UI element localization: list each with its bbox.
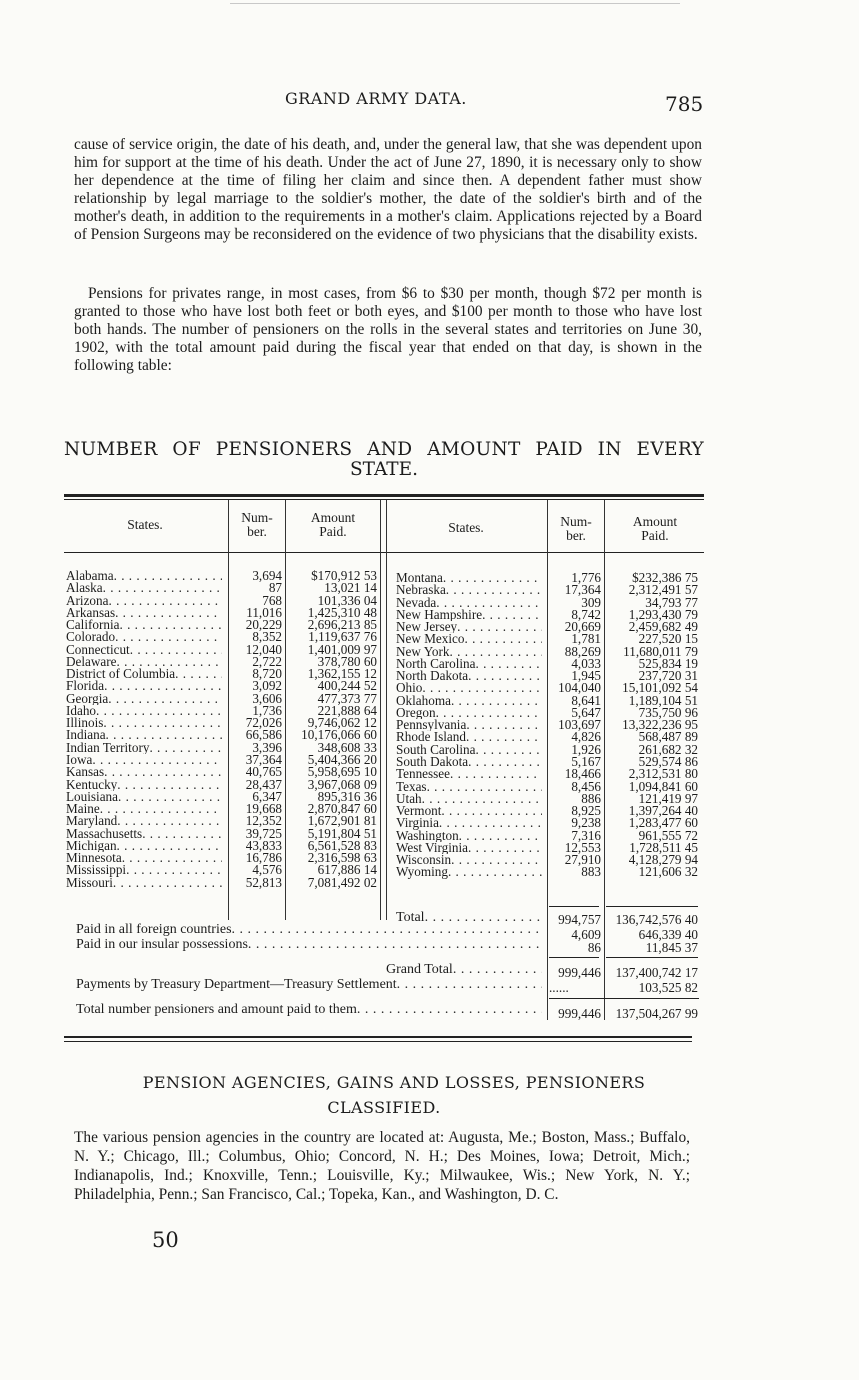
left-amount-cell: 13,021 14 — [324, 582, 377, 595]
total-rule — [606, 906, 698, 907]
right-number-cell: 18,466 — [564, 768, 601, 781]
right-amount-cell: 735,750 96 — [638, 706, 698, 720]
right-number-cell: 103,697 — [558, 719, 601, 732]
right-number-cell: 27,910 — [564, 854, 601, 867]
table-header-rule — [64, 552, 704, 553]
state-name: Wyoming — [396, 866, 448, 879]
right-state-cell — [396, 670, 542, 682]
header-number-l2: ber. — [247, 524, 267, 539]
treasury-amount: 103,525 82 — [638, 980, 698, 995]
left-number-cell: 16,786 — [245, 852, 282, 865]
header-amount-l1: Amount — [310, 510, 356, 525]
left-state-cell — [66, 779, 222, 791]
right-number-cell: 5,167 — [571, 755, 601, 769]
state-name: Minnesota — [66, 852, 122, 865]
left-amount-cell: 895,316 36 — [317, 790, 377, 804]
right-state-cell — [396, 572, 542, 584]
left-state-cell — [66, 668, 222, 680]
state-name: Maine — [66, 803, 100, 816]
right-state-cell — [396, 609, 542, 621]
treasury-number: ...... — [549, 980, 569, 995]
right-number-cell: 12,553 — [564, 841, 601, 855]
header-states-right: States. — [448, 520, 484, 535]
left-state-cell — [66, 680, 222, 692]
left-number-cell: 4,576 — [252, 864, 282, 877]
treasury-row-label: Payments by Treasury Department—Treasury Settlement . . . — [76, 977, 542, 993]
left-state-cell — [66, 828, 222, 840]
left-number-cell: 87 — [268, 582, 282, 595]
right-amount-cell: 1,283,477 60 — [628, 817, 698, 830]
right-amounts-column — [606, 572, 698, 879]
left-number-cell: 12,352 — [245, 815, 282, 828]
left-number-cell: 72,026 — [245, 717, 282, 730]
left-state-cell — [66, 631, 222, 643]
left-state-cell — [66, 705, 222, 717]
left-state-cell — [66, 840, 222, 852]
right-state-cell — [396, 621, 542, 633]
state-name: Maryland — [66, 815, 118, 828]
right-number-cell: 8,641 — [571, 694, 601, 707]
intro-paragraph-2: Pensions for privates range, in most cases, from $6 to $30 per month, though $72 per month is granted to those who have lost both feet or both eyes, and $100 per month to those who have lost both hands. The number of pensioners on the rolls in the several states and territories on June 30, 1902, with the total amount paid during the fiscal year that ended on that day, is shown in the following table: — [74, 285, 702, 374]
left-number-cell: 39,725 — [245, 827, 282, 840]
left-number-cell: 52,813 — [245, 876, 282, 889]
overall-amount: 137,504,267 99 — [615, 1006, 698, 1021]
right-amount-cell: 13,322,236 95 — [622, 719, 698, 732]
state-name: Washington — [396, 829, 459, 842]
state-name: Oklahoma — [396, 694, 451, 707]
right-amount-cell: 121,606 32 — [638, 866, 698, 879]
left-state-cell — [66, 582, 222, 594]
state-name: Delaware — [66, 655, 117, 669]
left-amount-cell: 101,336 04 — [317, 594, 377, 607]
header-amount-left — [287, 511, 379, 539]
right-state-cell — [396, 793, 542, 805]
grand-total-amount: 137,400,742 17 — [615, 965, 698, 980]
right-amount-cell: 11,680,011 79 — [623, 645, 698, 658]
state-name: Wisconsin — [396, 854, 452, 867]
right-amount-cell: 1,728,511 45 — [629, 841, 698, 855]
total-amount: 136,742,576 40 — [615, 912, 698, 927]
header-amount-l1: Amount — [632, 514, 678, 529]
state-name: Vermont — [396, 805, 442, 818]
right-amount-cell: 2,312,531 80 — [628, 768, 698, 781]
left-amount-cell: 1,425,310 48 — [307, 606, 377, 620]
left-amounts-column — [287, 570, 377, 889]
right-state-cell — [396, 817, 542, 829]
left-state-cell — [66, 852, 222, 864]
total-rule — [549, 906, 599, 907]
left-state-cell — [66, 656, 222, 668]
right-amount-cell: 568,487 89 — [638, 731, 698, 744]
state-name: New Hampshire — [396, 608, 483, 622]
table-bottom-rule-thin — [64, 1041, 692, 1042]
left-amount-cell: 1,362,155 12 — [307, 668, 377, 681]
left-state-cell — [66, 729, 222, 741]
left-state-cell — [66, 766, 222, 778]
left-amount-cell: 2,696,213 85 — [307, 619, 377, 632]
right-number-cell: 88,269 — [564, 645, 601, 658]
left-number-cell: 28,437 — [245, 778, 282, 791]
foreign-row-label: Paid in all foreign countries . . . — [76, 922, 542, 938]
right-state-cell — [396, 707, 542, 719]
grand-total-rule — [606, 957, 698, 958]
right-state-cell — [396, 768, 542, 780]
left-amount-cell: 1,401,009 97 — [307, 643, 377, 656]
left-number-cell: 40,765 — [245, 766, 282, 779]
left-amount-cell: 400,244 52 — [317, 680, 377, 693]
table-title-line-2: STATE. — [349, 459, 419, 480]
left-number-cell: 1,736 — [252, 704, 282, 718]
right-amount-cell: 15,101,092 54 — [622, 682, 698, 695]
left-numbers-column — [230, 570, 282, 889]
left-number-cell: 11,016 — [246, 606, 282, 620]
right-amount-cell: 1,189,104 51 — [628, 694, 698, 707]
right-state-cell — [396, 756, 542, 768]
left-amount-cell: 477,373 77 — [317, 692, 377, 705]
left-amount-cell: 1,672,901 81 — [307, 815, 377, 828]
left-state-cell — [66, 644, 222, 656]
left-number-cell: 8,352 — [252, 631, 282, 644]
table-top-rule-thin — [64, 499, 704, 500]
left-amount-cell: $170,912 53 — [311, 570, 377, 583]
state-name: Kansas — [66, 766, 105, 779]
right-amount-cell: 237,720 31 — [638, 670, 698, 683]
state-name: Colorado — [66, 631, 116, 644]
state-name: Indian Territory — [66, 741, 150, 754]
left-number-cell: 20,229 — [245, 619, 282, 632]
state-name: Idaho — [66, 704, 97, 718]
header-amount-l2: Paid. — [641, 528, 669, 543]
left-amount-cell: 9,746,062 12 — [307, 717, 377, 730]
left-amount-cell: 5,404,366 20 — [307, 753, 377, 767]
column-divider — [285, 500, 286, 920]
section-heading-line-2: CLASSIFIED. — [327, 1098, 441, 1117]
state-name: Montana — [396, 572, 443, 585]
table-bottom-rule — [64, 1036, 692, 1038]
right-amount-cell: 1,397,264 40 — [628, 805, 698, 818]
right-number-cell: 4,826 — [571, 731, 601, 744]
state-name: California — [66, 619, 120, 632]
right-number-cell: 883 — [581, 866, 601, 879]
left-number-cell: 3,092 — [252, 680, 282, 693]
page-number: 785 — [665, 92, 704, 116]
state-name: Nevada — [396, 596, 437, 609]
right-number-cell: 5,647 — [571, 706, 601, 720]
right-amount-cell: 2,459,682 49 — [628, 621, 698, 634]
right-state-cell — [396, 830, 542, 842]
header-number-right — [549, 515, 603, 543]
right-number-cell: 8,742 — [571, 608, 601, 622]
right-amount-cell: 261,682 32 — [638, 743, 698, 756]
state-name: North Dakota — [396, 670, 469, 683]
left-state-cell — [66, 877, 222, 889]
right-number-cell: 1,776 — [571, 572, 601, 585]
state-name: Arkansas — [66, 606, 116, 620]
column-divider — [604, 500, 605, 1020]
right-state-cell — [396, 646, 542, 658]
column-divider — [228, 500, 229, 920]
section-heading: PENSION AGENCIES, GAINS AND LOSSES, PENSIONERS — [142, 1073, 646, 1092]
state-name: Florida — [66, 680, 105, 693]
header-states-left: States. — [127, 517, 163, 532]
left-state-cell — [66, 607, 222, 619]
column-divider — [386, 500, 387, 920]
left-number-cell: 43,833 — [245, 839, 282, 853]
column-divider — [380, 500, 381, 920]
right-state-cell — [396, 682, 542, 694]
right-number-cell: 309 — [581, 596, 601, 609]
right-state-cell — [396, 597, 542, 609]
left-amount-cell: 348,608 33 — [317, 741, 377, 754]
insular-amount: 11,845 37 — [645, 940, 698, 955]
left-number-cell: 6,347 — [252, 790, 282, 804]
right-state-cell — [396, 719, 542, 731]
state-name: Missouri — [66, 876, 113, 889]
state-name: South Dakota — [396, 755, 469, 769]
right-number-cell: 20,669 — [564, 621, 601, 634]
right-numbers-column — [549, 572, 601, 879]
state-name: New York — [396, 645, 450, 658]
left-state-cell — [66, 717, 222, 729]
right-state-cell — [396, 695, 542, 707]
left-number-cell: 37,364 — [245, 753, 282, 767]
left-amount-cell: 5,958,695 10 — [307, 766, 377, 779]
state-name: District of Columbia — [66, 668, 176, 681]
grand-total-rule — [549, 957, 599, 958]
total-row-label: Total . . . — [396, 910, 542, 926]
right-number-cell: 1,781 — [571, 633, 601, 646]
left-number-cell: 768 — [262, 594, 282, 607]
left-number-cell: 8,720 — [252, 668, 282, 681]
right-state-cell — [396, 842, 542, 854]
foreign-number: 4,609 — [571, 927, 601, 942]
state-name: Iowa — [66, 753, 93, 767]
foreign-amount: 646,339 40 — [638, 927, 698, 942]
right-number-cell: 886 — [581, 792, 601, 806]
state-name: Virginia — [396, 817, 439, 830]
header-number-l1: Num- — [241, 510, 273, 525]
folio-signature: 50 — [152, 1228, 179, 1252]
left-state-cell — [66, 803, 222, 815]
right-amount-cell: 227,520 15 — [638, 633, 698, 646]
state-name: New Mexico — [396, 633, 465, 646]
state-name: Michigan — [66, 839, 117, 853]
left-state-cell — [66, 619, 222, 631]
right-state-cell — [396, 854, 542, 866]
state-name: Illinois — [66, 717, 104, 730]
header-amount-l2: Paid. — [319, 524, 347, 539]
state-name: Utah — [396, 792, 422, 806]
left-number-cell: 19,668 — [245, 803, 282, 816]
left-number-cell: 66,586 — [245, 729, 282, 742]
overall-number: 999,446 — [558, 1006, 601, 1021]
right-state-cell — [396, 633, 542, 645]
state-name: New Jersey — [396, 621, 458, 634]
overall-rule — [549, 998, 699, 999]
left-amount-cell: 378,780 60 — [317, 655, 377, 669]
header-amount-right — [606, 515, 704, 543]
right-amount-cell: 121,419 97 — [638, 792, 698, 806]
left-amount-cell: 10,176,066 60 — [301, 729, 377, 742]
state-name: Mississippi — [66, 864, 127, 877]
left-amount-cell: 6,561,528 83 — [307, 839, 377, 853]
state-name: Pennsylvania — [396, 719, 467, 732]
right-state-cell — [396, 744, 542, 756]
right-number-cell: 1,926 — [571, 743, 601, 756]
right-amount-cell: 529,574 86 — [638, 755, 698, 769]
state-name: West Virginia — [396, 841, 469, 855]
state-name: Tennessee — [396, 768, 450, 781]
right-state-cell — [396, 866, 542, 878]
table-title: NUMBER OF PENSIONERS AND AMOUNT PAID IN EVERY — [64, 439, 704, 460]
right-number-cell: 7,316 — [571, 829, 601, 842]
right-state-cell — [396, 781, 542, 793]
right-number-cell: 1,945 — [571, 670, 601, 683]
state-name: North Carolina — [396, 657, 476, 671]
state-name: South Carolina — [396, 743, 476, 756]
left-amount-cell: 7,081,492 02 — [307, 876, 377, 889]
left-state-cell — [66, 595, 222, 607]
left-amount-cell: 2,316,598 63 — [307, 852, 377, 865]
state-name: Ohio — [396, 682, 423, 695]
left-amount-cell: 617,886 14 — [317, 864, 377, 877]
left-amount-cell: 221,888 64 — [317, 704, 377, 718]
total-number: 994,757 — [558, 912, 601, 927]
right-number-cell: 9,238 — [571, 817, 601, 830]
insular-row-label: Paid in our insular possessions . . . — [76, 937, 542, 953]
right-number-cell: 104,040 — [558, 682, 601, 695]
right-amount-cell: 525,834 19 — [638, 657, 698, 671]
right-amount-cell: 961,555 72 — [638, 829, 698, 842]
state-name: Connecticut — [66, 643, 130, 656]
state-name: Massachusetts — [66, 827, 143, 840]
agencies-paragraph: The various pension agencies in the country are located at: Augusta, Me.; Boston, Mass.; Buffalo, N. Y.; Chicago, Ill.; Columbus, Ohio; Concord, N. H.; Des Moines, Iowa; Detroit, Mich.; Indianapolis, Ind.; Knoxville, Tenn.; Louisville, Ky.; Milwaukee, Wis.; New York, N. Y.; Philadelphia, Penn.; San Francisco, Cal.; Topeka, Kan., and Washington, D. C. — [74, 1129, 690, 1203]
left-number-cell: 3,606 — [252, 692, 282, 705]
left-amount-cell: 1,119,637 76 — [308, 631, 377, 644]
left-state-cell — [66, 570, 222, 582]
left-amount-cell: 3,967,068 09 — [307, 778, 377, 791]
left-number-cell: 3,694 — [252, 570, 282, 583]
left-number-cell: 2,722 — [252, 655, 282, 669]
right-amount-cell: 1,293,430 79 — [628, 608, 698, 622]
header-number-l1: Num- — [560, 514, 592, 529]
left-state-cell — [66, 742, 222, 754]
right-number-cell: 4,033 — [571, 657, 601, 671]
grand-total-number: 999,446 — [558, 965, 601, 980]
state-name: Indiana — [66, 729, 106, 742]
left-amount-cell: 5,191,804 51 — [307, 827, 377, 840]
table-top-rule — [64, 494, 704, 497]
right-state-cell — [396, 805, 542, 817]
insular-number: 86 — [587, 940, 601, 955]
left-state-cell — [66, 791, 222, 803]
right-state-cell — [396, 658, 542, 670]
grand-total-label: Grand Total . . . — [386, 962, 542, 978]
running-head: GRAND ARMY DATA. — [285, 89, 467, 108]
right-number-cell: 8,456 — [571, 780, 601, 793]
state-name: Louisiana — [66, 790, 119, 804]
right-states-column — [396, 572, 542, 879]
left-state-cell — [66, 815, 222, 827]
column-divider — [547, 500, 548, 1020]
right-amount-cell: 1,094,841 60 — [628, 780, 698, 793]
state-name: Nebraska — [396, 584, 446, 597]
state-name: Texas — [396, 780, 427, 793]
top-edge-rule — [230, 3, 680, 4]
state-name: Alaska — [66, 582, 103, 595]
state-name: Rhode Island — [396, 731, 466, 744]
right-amount-cell: 4,128,279 94 — [628, 854, 698, 867]
left-number-cell: 3,396 — [252, 741, 282, 754]
right-number-cell: 8,925 — [571, 805, 601, 818]
right-amount-cell: $232,386 75 — [632, 572, 698, 585]
state-name: Arizona — [66, 594, 109, 607]
left-states-column — [66, 570, 222, 889]
intro-paragraph-1: cause of service origin, the date of his death, and, under the general law, that she was dependent upon him for support at the time of his death. Under the act of June 27, 1890, it is necessary only to show her dependence at the time of filing her claim and since then. A dependent father must show relationship by legal marriage to the soldier's mother, the date of the soldier's birth and of the mother's death, in addition to the requirements in a mother's claim. Applications rejected by a Board of Pension Surgeons may be reconsidered on the evidence of two physicians that the disability exists. — [74, 136, 702, 243]
right-state-cell — [396, 731, 542, 743]
left-state-cell — [66, 754, 222, 766]
left-number-cell: 12,040 — [245, 643, 282, 656]
state-name: Georgia — [66, 692, 109, 705]
right-state-cell — [396, 584, 542, 596]
right-amount-cell: 34,793 77 — [645, 596, 698, 609]
overall-row-label: Total number pensioners and amount paid to them . . . — [76, 1002, 542, 1018]
state-name: Oregon — [396, 706, 436, 720]
state-name: Alabama — [66, 570, 114, 583]
header-number-left — [230, 511, 284, 539]
left-state-cell — [66, 693, 222, 705]
left-state-cell — [66, 864, 222, 876]
left-amount-cell: 2,870,847 60 — [307, 803, 377, 816]
state-name: Kentucky — [66, 778, 118, 791]
right-amount-cell: 2,312,491 57 — [628, 584, 698, 597]
right-number-cell: 17,364 — [564, 584, 601, 597]
header-number-l2: ber. — [566, 528, 586, 543]
